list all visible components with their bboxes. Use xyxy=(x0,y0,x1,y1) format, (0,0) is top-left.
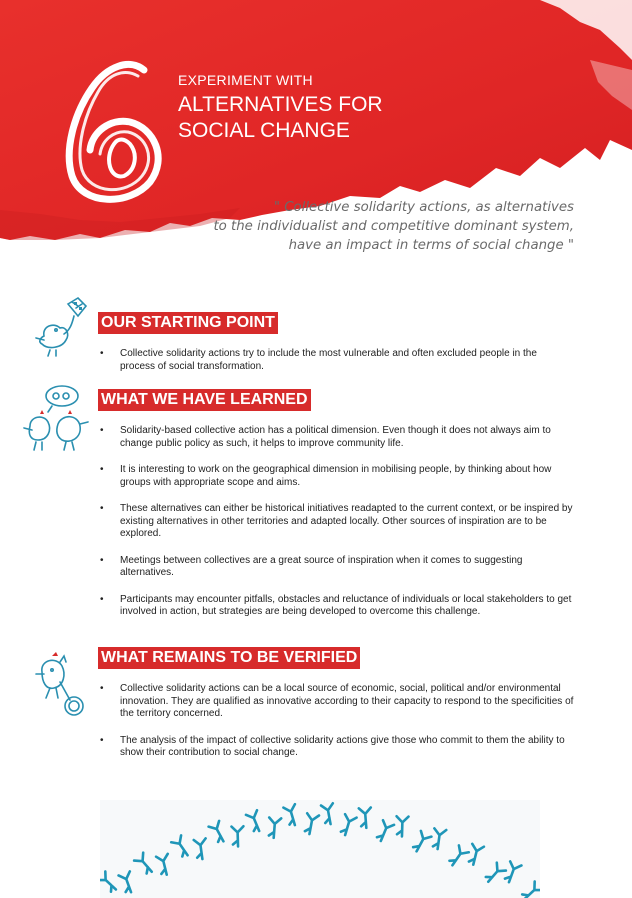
page-title xyxy=(178,92,438,144)
quote-line-3: have an impact in terms of social change " xyxy=(288,238,574,253)
list-item: • Meetings between collectives are a great source of inspiration when it comes to suggesting alternatives. xyxy=(100,555,574,580)
bird-with-kite-icon xyxy=(30,296,96,362)
title-kicker: EXPERIMENT WITH xyxy=(178,72,313,88)
birds-thinking-icon xyxy=(22,384,98,458)
page-title-line-2: SOCIAL CHANGE xyxy=(178,119,350,142)
intro-quote xyxy=(154,198,574,255)
section-heading-starting-point: OUR STARTING POINT xyxy=(98,312,278,334)
list-item: • Collective solidarity actions try to include the most vulnerable and often excluded people in the process of social transformation. xyxy=(100,348,574,373)
list-item: • The analysis of the impact of collective solidarity actions give those who commit to them the ability to show their contribution to social change. xyxy=(100,735,574,760)
quote-line-1: " Collective solidarity actions, as alternatives xyxy=(273,200,574,215)
list-item: • Solidarity-based collective action has a political dimension. Even though it does not always aim to change public policy as such, it helps to improve community life. xyxy=(100,425,574,450)
page-title-line-1: ALTERNATIVES FOR xyxy=(178,93,383,116)
starting-point-list xyxy=(100,348,574,373)
remains-verified-list xyxy=(100,683,574,760)
list-item: • Collective solidarity actions can be a local source of economic, social, political and/or environmental innovation. They are qualified as innovative according to their capacity to respond to the specificities of the territory concerned. xyxy=(100,683,574,721)
chapter-number-icon xyxy=(52,58,172,208)
list-item: • These alternatives can either be historical initiatives readapted to the current context, or be inspired by existing alternatives in other territories and adapted locally. Other sources of inspiration are to be explored. xyxy=(100,503,574,541)
section-heading-what-we-learned: WHAT WE HAVE LEARNED xyxy=(98,389,311,411)
list-item: • Participants may encounter pitfalls, obstacles and reluctance of individuals or local stakeholders to get involved in action, but strategies are being developed to overcome this challenge. xyxy=(100,594,574,619)
section-heading-remains-verified: WHAT REMAINS TO BE VERIFIED xyxy=(98,647,360,669)
bird-footprints-arc-icon xyxy=(100,800,540,898)
list-item: • It is interesting to work on the geographical dimension in mobilising people, by thinking about how groups with appropriate scope and aims. xyxy=(100,464,574,489)
learned-list xyxy=(100,425,574,619)
bird-with-magnifier-icon xyxy=(30,648,92,720)
quote-line-2: to the individualist and competitive dominant system, xyxy=(213,219,574,234)
